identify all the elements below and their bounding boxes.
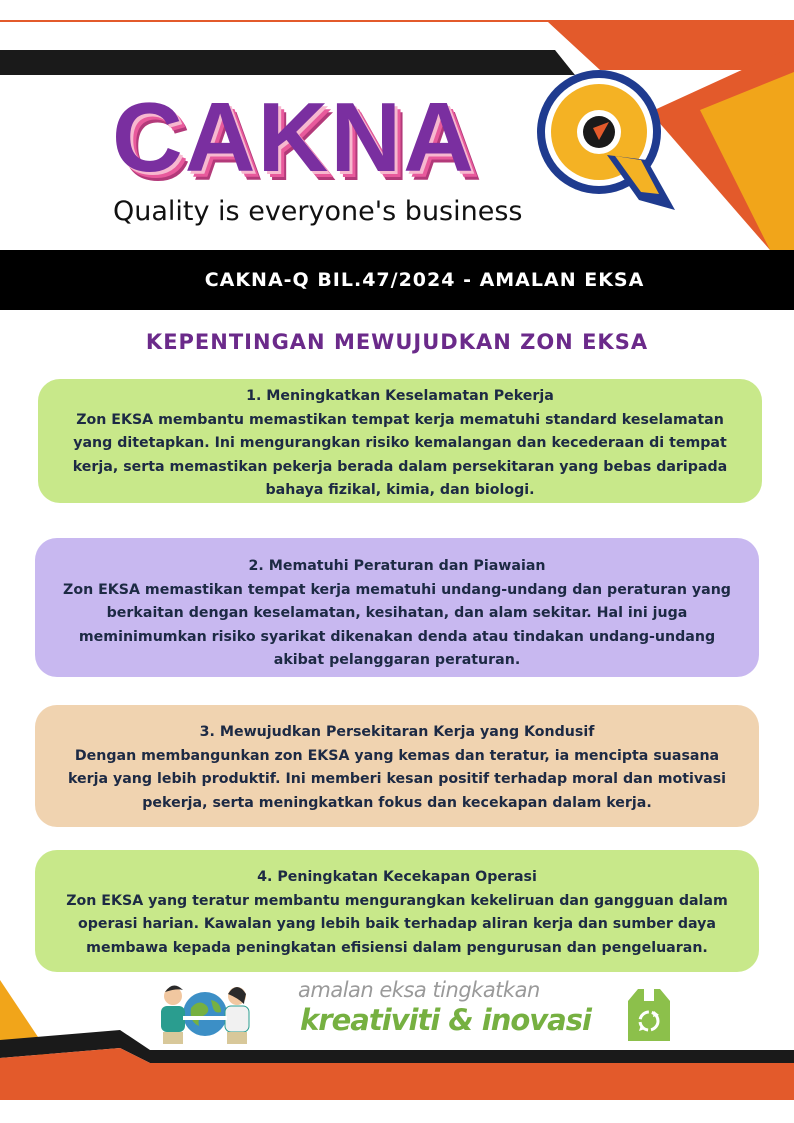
people-globe-icon — [155, 978, 255, 1046]
recycle-bag-icon — [626, 987, 672, 1042]
card-keselamatan — [38, 379, 762, 503]
card-title: 1. Meningkatkan Keselamatan Pekerja — [246, 388, 554, 404]
black-stripe-top — [0, 50, 575, 75]
footer-slogan-line1: amalan eksa tingkatkan — [298, 978, 540, 1002]
logo-q-icon — [527, 60, 677, 210]
tagline: Quality is everyone's business — [113, 196, 523, 227]
card-peraturan — [35, 538, 759, 677]
logo-text: CAKNA — [112, 82, 476, 192]
card-body: Zon EKSA yang teratur membantu mengurangkan kekeliruan dan gangguan dalam operasi harian. Kawalan yang lebih baik terhadap aliran kerja dan sumber daya membawa kepada peningkatan efisiensi dalam pengurusan dan pengeluaran. — [66, 892, 728, 956]
section-heading: KEPENTINGAN MEWUJUDKAN ZON EKSA — [145, 330, 649, 354]
title-bar-text: CAKNA-Q BIL.47/2024 - AMALAN EKSA — [204, 269, 645, 291]
card-title: 4. Peningkatan Kecekapan Operasi — [257, 869, 537, 885]
footer-slogan-line2: kreativiti & inovasi — [300, 1003, 591, 1037]
card-body: Dengan membangunkan zon EKSA yang kemas dan teratur, ia mencipta suasana kerja yang lebih produktif. Ini memberi kesan positif terhadap moral dan motivasi pekerja, serta meningkatkan fokus dan kecekapan dalam kerja. — [67, 747, 727, 811]
card-body: Zon EKSA membantu memastikan tempat kerja mematuhi standard keselamatan yang ditetapkan. Ini mengurangkan risiko kemalangan dan kecederaan di tempat kerja, serta memastikan pekerja berada dalam persekitaran yang bebas daripada bahaya fizikal, kimia, dan biologi. — [72, 411, 728, 498]
card-title: 3. Mewujudkan Persekitaran Kerja yang Kondusif — [199, 724, 595, 740]
card-kecekapan — [35, 850, 759, 972]
card-title: 2. Mematuhi Peraturan dan Piawaian — [248, 558, 546, 574]
card-persekitaran — [35, 705, 759, 827]
card-body: Zon EKSA memastikan tempat kerja mematuhi undang-undang dan peraturan yang berkaitan dengan keselamatan, kesihatan, dan alam sekitar. Hal ini juga meminimumkan risiko syarikat dikenakan denda atau tindakan undang-undang akibat pelanggaran peraturan. — [63, 581, 731, 668]
